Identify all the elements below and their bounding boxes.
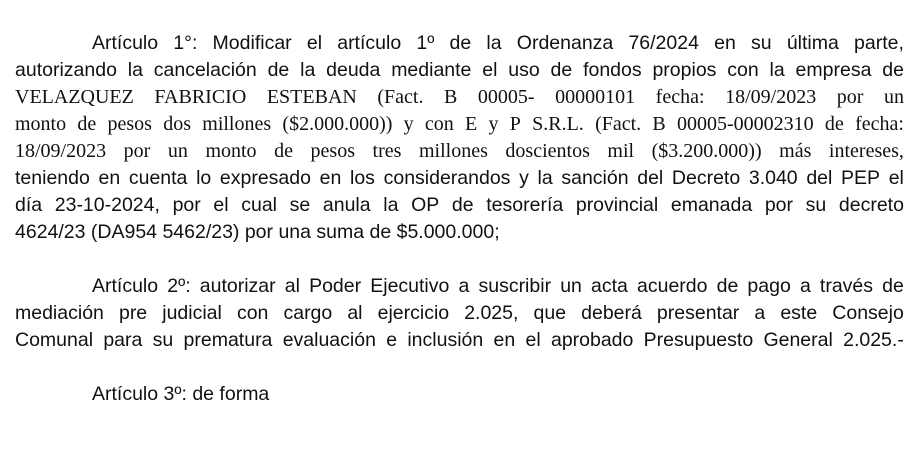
word: la (383, 194, 399, 216)
word: General (763, 329, 833, 351)
word: su (152, 329, 174, 351)
article-1-line-3 (15, 84, 904, 111)
word: sanción (561, 167, 629, 189)
word: a (754, 302, 766, 324)
word: acuerdo (637, 275, 708, 297)
word: (Fact. (377, 86, 424, 108)
article-1-line-7 (15, 192, 904, 219)
word: ESTEBAN (266, 86, 357, 108)
word: evaluación (282, 329, 376, 351)
word: un (167, 140, 188, 162)
word: ($2.000.000)) (282, 113, 393, 135)
word: Artículo (92, 275, 159, 297)
word: por (123, 140, 151, 162)
article-3-paragraph (15, 381, 904, 408)
word: este (780, 302, 818, 324)
word: empresa (795, 59, 872, 81)
word: través (819, 275, 874, 297)
word: Comunal (15, 329, 94, 351)
word: se (289, 194, 311, 216)
word: al (347, 302, 363, 324)
word: más (779, 140, 812, 162)
word: por (836, 86, 864, 108)
word: de (451, 194, 474, 216)
word: con (727, 59, 759, 81)
word: millones (418, 140, 488, 162)
word: de (274, 140, 293, 162)
word: con (424, 113, 454, 135)
word: suscribir (478, 275, 552, 297)
word: monto (205, 140, 257, 162)
word: el (213, 194, 229, 216)
word: judicial (162, 302, 222, 324)
word: autorizar (199, 275, 276, 297)
word: tres (372, 140, 402, 162)
word: fecha: (655, 86, 705, 108)
word: Artículo (92, 32, 159, 54)
word: 2º: (167, 275, 191, 297)
word: aprobado (550, 329, 634, 351)
word: el (888, 167, 904, 189)
word: en (98, 167, 121, 189)
word: la (300, 59, 316, 81)
article-1-line-4 (15, 111, 904, 138)
word: intereses, (828, 140, 904, 162)
article-3-text: Artículo 3º: de forma (92, 383, 270, 405)
word: mil (607, 140, 635, 162)
word: OP (411, 194, 440, 216)
word: en (493, 329, 516, 351)
word: la (537, 167, 553, 189)
word: al (284, 275, 300, 297)
word: 00000101 (555, 86, 636, 108)
word: y (488, 113, 499, 135)
word: cancelación (153, 59, 257, 81)
word: 1º (416, 32, 435, 54)
document-page (15, 30, 904, 408)
article-1-line-1 (15, 30, 904, 57)
word: (Fact. (595, 113, 642, 135)
word: 00005-00002310 (677, 113, 814, 135)
word: lo (196, 167, 212, 189)
paragraph-spacer (15, 354, 904, 381)
word: cargo (283, 302, 333, 324)
word: Presupuesto (643, 329, 754, 351)
article-1-line-8 (15, 219, 904, 246)
word: autorizando (15, 59, 117, 81)
word: de (882, 59, 904, 81)
word: de (882, 275, 904, 297)
article-1-line-2 (15, 57, 904, 84)
word: por (172, 194, 201, 216)
word: millones (202, 113, 272, 135)
word: considerandos (383, 167, 511, 189)
word: 18/09/2023 (15, 140, 107, 162)
word: el (525, 329, 541, 351)
word: parte, (854, 32, 904, 54)
word: en (714, 32, 736, 54)
word: cuenta (128, 167, 188, 189)
word: la (486, 32, 502, 54)
article-2-line-3 (15, 327, 904, 354)
word: dos (163, 113, 192, 135)
word: la (127, 59, 143, 81)
word: B (652, 113, 666, 135)
word: un (883, 86, 904, 108)
word: B (444, 86, 458, 108)
word: a (458, 275, 470, 297)
word: el (306, 32, 323, 54)
word: cual (241, 194, 277, 216)
word: pre (118, 302, 148, 324)
word: de (449, 32, 472, 54)
word: PEP (841, 167, 881, 189)
article-2-line-1 (15, 273, 904, 300)
word: uso (508, 59, 540, 81)
article-3-line-1 (15, 381, 904, 408)
word: a (799, 275, 811, 297)
word: anula (322, 194, 371, 216)
word: E (465, 113, 478, 135)
word: ($3.200.000)) (651, 140, 762, 162)
word: expresado (219, 167, 311, 189)
word: del (637, 167, 664, 189)
word: monto (15, 113, 67, 135)
word: 23-10-2024, (54, 194, 160, 216)
word: provincial (575, 194, 659, 216)
word: la (769, 59, 785, 81)
word: doscientos (505, 140, 590, 162)
word: 2.025.- (843, 329, 904, 351)
word: artículo (337, 32, 402, 54)
word: con (236, 302, 269, 324)
word: pesos (107, 113, 152, 135)
word: e (386, 329, 398, 351)
word: de (267, 59, 290, 81)
word: de (716, 275, 739, 297)
word: VELAZQUEZ (15, 86, 134, 108)
word: propios (652, 59, 717, 81)
word: prematura (183, 329, 273, 351)
article-2-paragraph (15, 273, 904, 354)
word: 4624/23 (DA954 5462/23) por una suma de $5.000.000; (15, 221, 500, 243)
word: acta (591, 275, 628, 297)
word: los (350, 167, 375, 189)
word: para (103, 329, 143, 351)
word: Poder (309, 275, 362, 297)
word: P (509, 113, 521, 135)
word: 1°: (173, 32, 198, 54)
word: 00005- (477, 86, 535, 108)
word: Ordenanza (516, 32, 614, 54)
article-2-line-2 (15, 300, 904, 327)
article-1-paragraph (15, 30, 904, 246)
word: Modificar (212, 32, 292, 54)
article-1-line-6 (15, 165, 904, 192)
word: del (806, 167, 833, 189)
word: el (482, 59, 498, 81)
word: Ejecutivo (370, 275, 450, 297)
word: de (77, 113, 97, 135)
word: 3.040 (748, 167, 798, 189)
word: por (764, 194, 794, 216)
word: S.R.L. (532, 113, 584, 135)
word: de (550, 59, 573, 81)
word: inclusión (407, 329, 484, 351)
word: deberá (581, 302, 642, 324)
word: mediante (391, 59, 472, 81)
word: Consejo (832, 302, 904, 324)
word: mediación (15, 302, 104, 324)
word: tesorería (486, 194, 564, 216)
paragraph-spacer (15, 246, 904, 273)
word: ejercicio (377, 302, 450, 324)
word: pesos (310, 140, 355, 162)
word: última (786, 32, 839, 54)
word: de (824, 113, 844, 135)
word: en (319, 167, 342, 189)
word: y (403, 113, 414, 135)
word: fondos (583, 59, 642, 81)
word: día (15, 194, 43, 216)
word: 18/09/2023 (725, 86, 817, 108)
word: decreto (838, 194, 904, 216)
word: deuda (326, 59, 381, 81)
word: fecha: (855, 113, 904, 135)
word: y (519, 167, 529, 189)
word: 76/2024 (628, 32, 699, 54)
word: pago (747, 275, 791, 297)
word: un (560, 275, 582, 297)
word: presentar (656, 302, 740, 324)
word: emanada (670, 194, 753, 216)
word: Decreto (671, 167, 741, 189)
word: su (805, 194, 827, 216)
word: su (751, 32, 772, 54)
article-1-line-5 (15, 138, 904, 165)
word: 2.025, (464, 302, 519, 324)
word: que (533, 302, 567, 324)
word: FABRICIO (154, 86, 247, 108)
word: teniendo (15, 167, 90, 189)
